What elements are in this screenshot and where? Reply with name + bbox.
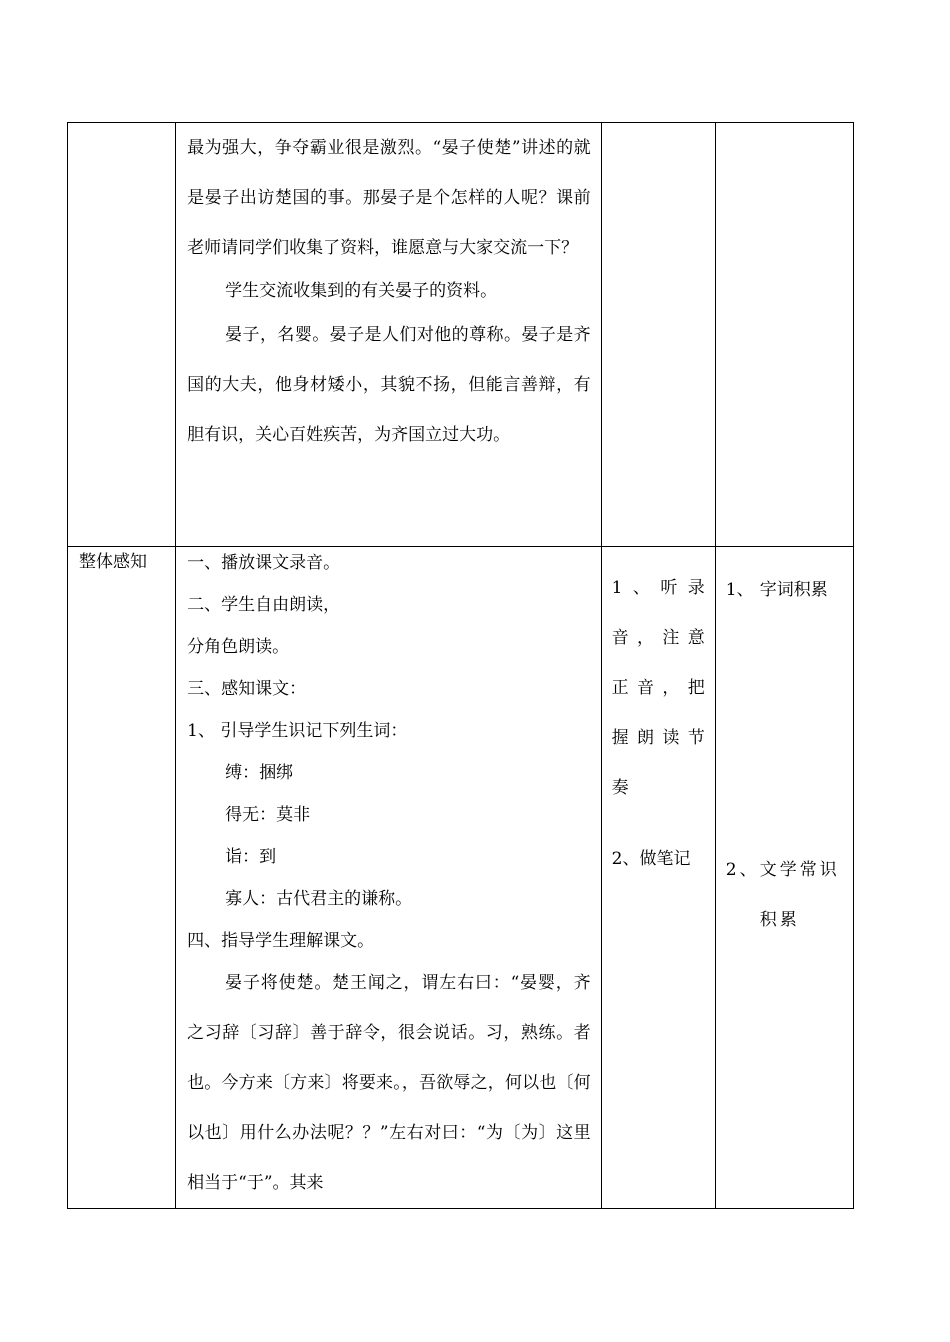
yanzi-info-paragraph: 晏子，名婴。晏子是人们对他的尊称。晏子是齐国的大夫，他身材矮小，其貌不扬，但能言善辩，有胆有识，关心百姓疾苦，为齐国立过大功。: [187, 325, 591, 445]
goal-text: 字词积累: [759, 580, 828, 600]
step-line: 1、 引导学生识记下列生词：: [187, 721, 408, 741]
student-exchange-paragraph: 学生交流收集到的有关晏子的资料。: [225, 281, 498, 301]
goal-number: 1、: [725, 580, 754, 600]
passage-paragraph: 晏子将使楚。楚王闻之，谓左右曰：“晏婴，齐之习辞〔习辞〕善于辞令，很会说话。习，熟练。者也。今方来〔方来〕将要来。，吾欲辱之，何以也〔何以也〕用什么办法呢？？”左右对曰：“为〔为〕这里相当于“于”。其来: [187, 973, 591, 1193]
student-activity-line: 音，注意: [611, 628, 707, 648]
table-row: [68, 547, 854, 1209]
phase-cell: [68, 547, 176, 1209]
step-line: 二、学生自由朗读，: [187, 595, 341, 615]
phase-cell: [68, 123, 176, 547]
vocab-line: 缚：捆绑: [225, 763, 294, 783]
goal-text: 文学常识: [759, 860, 840, 880]
vocab-line: 寡人：古代君主的谦称。: [225, 889, 413, 909]
step-line: 四、指导学生理解课文。: [187, 931, 375, 951]
goal-item: [726, 845, 843, 895]
step-line: 三、感知课文：: [187, 679, 307, 699]
content-cell: [176, 123, 602, 547]
vocab-line: 诣：到: [225, 847, 277, 867]
vocab-line: 得无：莫非: [225, 805, 311, 825]
goal-item: [726, 565, 843, 615]
intro-paragraph: 最为强大，争夺霸业很是激烈。“晏子使楚”讲述的就是晏子出访楚国的事。那晏子是个怎样的人呢？课前老师请同学们收集了资料，谁愿意与大家交流一下？: [187, 138, 591, 258]
student-activity-line: 正音，把: [611, 678, 707, 698]
student-activity-notes: 2、做笔记: [611, 849, 691, 869]
student-activity-line: 奏: [611, 778, 631, 798]
student-activity-line: 握朗读节: [611, 728, 707, 748]
step-line: 分角色朗读。: [187, 637, 290, 657]
student-activity-cell: [601, 547, 715, 1209]
step-line: 一、播放课文录音。: [187, 553, 341, 573]
goal-continuation: 积累: [759, 910, 800, 930]
student-activity-cell: [601, 123, 715, 547]
lesson-plan-table: [67, 122, 854, 1209]
goal-number: 2、: [725, 860, 760, 880]
goal-cell: [715, 123, 853, 547]
goal-cell: [715, 547, 853, 1209]
student-activity-line: 1、听录: [611, 578, 707, 598]
content-cell: [176, 547, 602, 1209]
phase-label: [68, 123, 175, 127]
phase-label: 整体感知: [79, 552, 147, 572]
table-row: [68, 123, 854, 547]
